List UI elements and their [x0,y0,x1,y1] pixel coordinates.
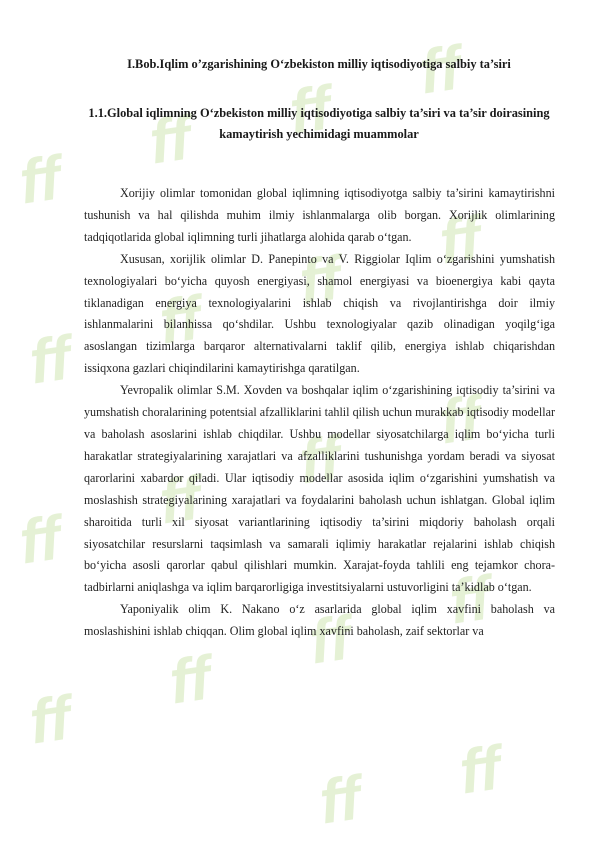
watermark-logo: ff [15,143,65,218]
section-title: 1.1.Global iqlimning O‘zbekiston milliy iqtisodiyotiga salbiy ta’siri va ta’sir doirasining kamaytirish yechimidagi muammolar [88,106,550,141]
paragraph: Yaponiyalik olim K. Nakano o‘z asarlarida global iqlim xavfini baholash va moslashishini ishlab chiqqan. Olim global iqlim xavfini baholash, zaif sektorlar va [84,602,555,639]
watermark-logo: ff [155,283,205,358]
watermark-logo: ff [25,683,75,758]
watermark-logo: ff [25,323,75,398]
document-body [84,183,555,643]
chapter-title: I.Bob.Iqlim o’zgarishining O‘zbekiston milliy iqtisodiyotiga salbiy ta’siri [127,57,511,71]
paragraph: Yevropalik olimlar S.M. Xovden va boshqalar iqlim o‘zgarishining iqtisodiy ta’sirini va yumshatish choralarining potentsial afzalliklarini tahlil qilish uchun murakkab iqtisodiy modellar va baholash asoslarini ishlab chiqdilar. Ushbu modellar siyosatchilarga iqlim bo‘yicha turli harakatlar strategiyalarining xarajatlari va afzalliklarini tushunishga yordam beradi va siyosat qarorlarini xabardor qiladi. Ular iqtisodiy modellar asosida iqlim o‘zgarishini yumshatish va moslashish strategiyalarining xarajatlari va foydalarini baholash uchun ishlatgan. Global iqlim sharoitida turli xil siyosat variantlarining iqtisodiy ta’sirini miqdoriy baholash orqali siyosatchilar resurslarni taqsimlash va samarali iqlimiy harakatlar rejalarini ishlab chiqish bo‘yicha asosli qarorlar qabul qilishlari mumkin. Xarajat-foyda tahlili eng tejamkor chora-tadbirlarni aniqlashga va iqlim barqarorligiga investitsiyalarni ustuvorligini ta’kidlab o‘tgan. [84,383,555,595]
watermark-logo: ff [445,563,495,638]
watermark-logo: ff [155,463,205,538]
watermark-logo: ff [295,423,345,498]
paragraph: Xususan, xorijlik olimlar D. Panepinto va V. Riggiolar Iqlim o‘zgarishini yumshatish texnologiyalari bo‘yicha quyosh energiyasi, shamol energiyasi va bioenergiya kabi qayta tiklanadigan energiya texnologiyalarini ishlab chiqish va rivojlantirishga doir ilmiy ishlanmalarini bilanhissa qo‘shdilar. Ushbu texnologiyalar qazib olinadigan yoqilg‘iga asoslangan tizimlarga barqaror alternativalarni taklif qilib, energiya ishlab chiqarishdan issiqxona gazlari chiqindilarini kamaytirishga qaratilgan. [84,251,555,376]
watermark-logo: ff [145,103,195,178]
watermark-logo: ff [165,643,215,718]
watermark-logo: ff [15,503,65,578]
watermark-logo: ff [315,763,365,838]
paragraph: Xorijiy olimlar tomonidan global iqlimning iqtisodiyotga salbiy ta’sirini kamaytirishni tushunish va hal qilishda muhim ilmiy ishlanmalarga olib borgan. Xorijlik olimlarining tadqiqotlarida global iqlimning turli jihatlarga alohida qarab o‘tgan. [84,186,555,244]
watermark-logo: ff [435,203,485,278]
watermark-logo: ff [415,33,465,108]
watermark-logo: ff [455,733,505,808]
watermark-logo: ff [305,603,355,678]
watermark-logo: ff [435,383,485,458]
watermark-logo: ff [295,243,345,318]
watermark-logo: ff [285,73,335,148]
